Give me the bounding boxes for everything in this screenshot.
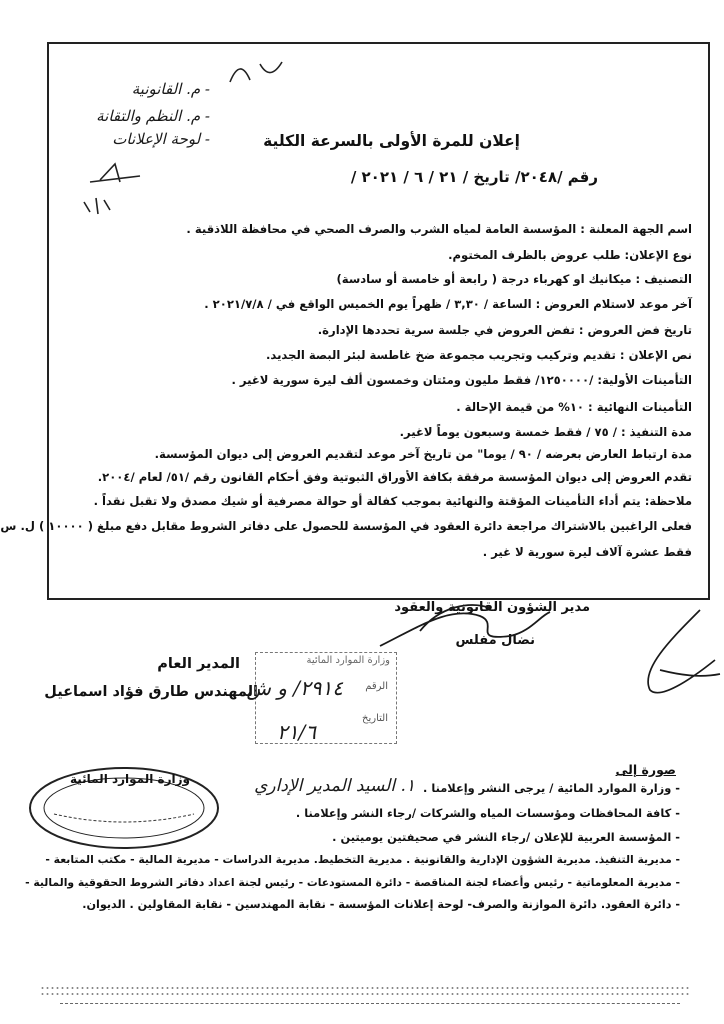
body-line-deadline: آخر موعد لاستلام العروض : الساعة / ٣,٣٠ / ظهراً يوم الخميس الواقع في / ٢٠٢١/٧/٨ .: [204, 297, 692, 311]
margin-signature: [630, 600, 724, 710]
copies-item: - دائرة العقود. دائرة الموازنة والصرف- لوحة إعلانات المؤسسة - نقابة المهندسين - نقابة المقاولين . الديوان.: [82, 898, 680, 911]
scan-noise-line: [60, 1003, 680, 1005]
body-line-conditions: فعلى الراغبين بالاشتراك مراجعة دائرة العقود في المؤسسة للحصول على دفاتر الشروط مقابل دفع مبلغ ( ١٠٠٠٠ ) ل. س: [0, 519, 692, 533]
registration-stamp-header: وزارة الموارد المائية: [306, 655, 390, 666]
registration-date-value: ٢١/٦: [277, 720, 316, 744]
scan-noise-band: [40, 985, 690, 995]
body-line-conditions-amount: فقط عشرة آلاف ليرة سورية لا غير .: [482, 545, 692, 559]
copies-item: - كافة المحافظات ومؤسسات المياه والشركات /رجاء النشر وإعلامنا .: [295, 806, 680, 820]
body-line-opening-date: تاريخ فض العروض : تفض العروض في جلسة سرية تحددها الإدارة.: [317, 323, 692, 337]
general-manager-title: المدير العام: [157, 656, 240, 672]
copies-item: - وزارة الموارد المائية / يرجى النشر وإعلامنا .: [423, 781, 680, 795]
handwritten-note-board: - لوحة الإعلانات: [112, 130, 210, 148]
general-manager-name: المهندس طارق فؤاد اسماعيل: [44, 684, 258, 700]
copies-heading: صورة إلى: [615, 762, 676, 777]
registration-ref-number: ٢٩١٤/ و ش: [246, 676, 343, 700]
copies-handwritten-note: ١. السيد المدير الإداري: [254, 776, 415, 796]
copies-item: - مديرية المعلوماتية - رئيس وأعضاء لجنة المناقصة - دائرة المستودعات - رئيس لجنة اعداد دفاتر الشروط الحقوقية والمالية -: [25, 876, 680, 889]
body-line-initial-bond: التأمينات الأولية: /١٢٥٠٠٠٠/ فقط مليون ومئتان وخمسون ألف ليرة سورية لاغير .: [231, 373, 692, 387]
handwritten-mark: [220, 52, 290, 92]
announcement-title: إعلان للمرة الأولى بالسرعة الكلية: [263, 132, 520, 150]
body-line-final-bond: التأمينات النهائية : ١٠% من قيمة الإحالة .: [456, 400, 692, 414]
body-line-type: نوع الإعلان: طلب عروض بالظرف المختوم.: [448, 248, 692, 262]
copies-item: - مديرية التنفيذ. مديرية الشؤون الإدارية والقانونية . مديرية التخطيط. مديرية الدراسات - مديرية المالية - مكتب المتابعة -: [45, 853, 680, 866]
announcement-number-date: رقم /٢٠٤٨/ تاريخ / ٢١ / ٦ / ٢٠٢١ /: [350, 168, 598, 186]
body-line-note: ملاحظة: يتم أداء التأمينات المؤقتة والنهائية بموجب كفالة أو حوالة مصرفية أو شيك مصدق ولا تقبل نقداً .: [93, 494, 692, 508]
announcement-frame: [0, 42, 710, 600]
registration-ref-label: الرقم: [365, 681, 388, 692]
handwritten-note-legal: - م. القانونية: [131, 80, 210, 98]
legal-director-name: نضال مفلس: [455, 633, 535, 648]
body-line-validity: مدة ارتباط العارض بعرضه / ٩٠ / يوما" من تاريخ آخر موعد لتقديم العروض إلى ديوان المؤسسة.: [154, 447, 692, 461]
copies-item: - المؤسسة العربية للإعلان /رجاء النشر في صحيفتين يوميتين .: [332, 830, 680, 844]
body-line-issuer: اسم الجهة المعلنة : المؤسسة العامة لمياه الشرب والصرف الصحي في محافظة اللاذقية .: [186, 222, 692, 236]
body-line-duration: مدة التنفيذ : / ٧٥ / فقط خمسة وسبعون يوماً لاغير.: [399, 425, 692, 439]
body-line-submission: تقدم العروض إلى ديوان المؤسسة مرفقة بكافة الأوراق الثبوتية وفق أحكام القانون رقم /٥١/ لعام /٢٠٠٤.: [97, 470, 692, 484]
legal-director-title: مدير الشؤون القانونية والعقود: [394, 600, 590, 615]
body-line-description: نص الإعلان : تقديم وتركيب وتجريب مجموعة ضخ غاطسة لبئر البصة الجديد.: [265, 348, 692, 362]
handwritten-initials: [70, 150, 150, 220]
body-line-classification: التصنيف : ميكانيك او كهرباء درجة ( رابعة أو خامسة أو سادسة): [336, 272, 692, 286]
round-seal-text: وزارة الموارد المائية: [69, 772, 190, 786]
handwritten-note-it: - م. النظم والتقانة: [96, 107, 210, 125]
registration-date-label: التاريخ: [362, 713, 388, 724]
